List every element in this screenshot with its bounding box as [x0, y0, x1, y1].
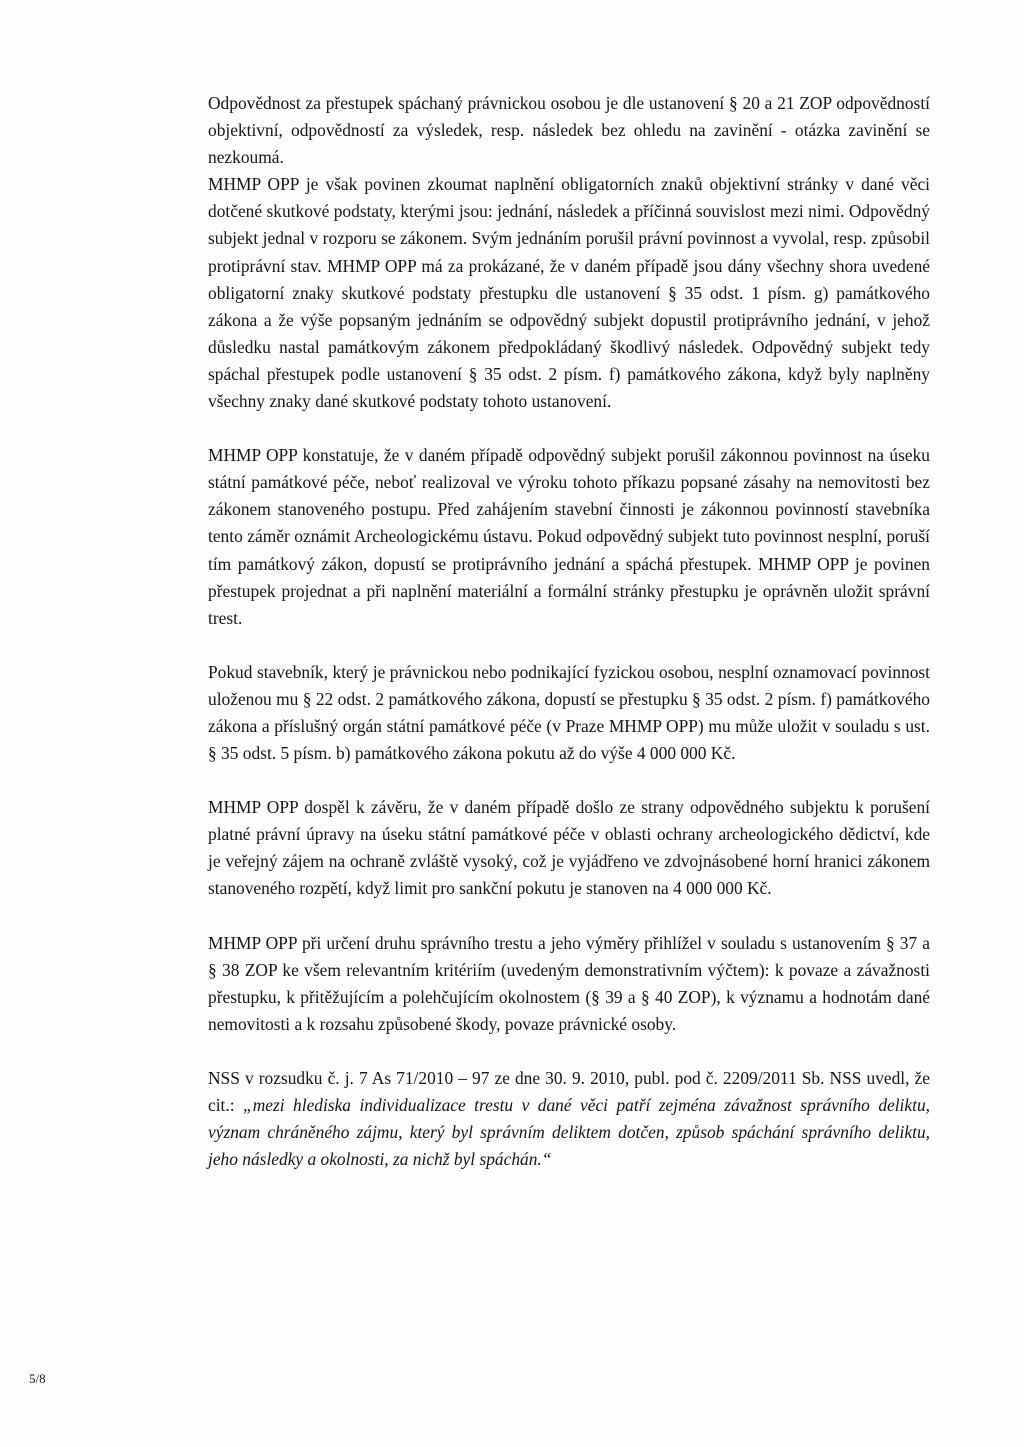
paragraph-court-citation — [208, 1065, 930, 1173]
paragraph-violation: MHMP OPP konstatuje, že v daném případě odpovědný subjekt porušil zákonnou povinnost na úseku státní památkové péče, neboť realizoval ve výroku tohoto příkazu popsané zásahy na nemovitosti bez zákonem stanoveného postupu. Před zahájením stavební činnosti je zákonnou povinností stavebníka tento záměr oznámit Archeologickému ústavu. Pokud odpovědný subjekt tuto povinnost nesplní, poruší tím památkový zákon, dopustí se protiprávního jednání a spáchá přestupek. MHMP OPP je povinen přestupek projednat a při naplnění materiální a formální stránky přestupku je oprávněn uložit správní trest. — [208, 445, 930, 628]
page-number: 5/8 — [29, 1371, 46, 1386]
paragraph-liability: Odpovědnost za přestupek spáchaný právnickou osobou je dle ustanovení § 20 a 21 ZOP odpovědností objektivní, odpovědností za výsledek, resp. následek bez ohledu na zavinění - otázka zavinění se nezkoumá. — [208, 93, 930, 168]
citation-lead: NSS v rozsudku č. j. 7 As 71/2010 – 97 ze dne 30. 9. 2010, publ. pod č. 2209/2011 Sb. NSS uvedl, že cit.: — [208, 1067, 930, 1115]
paragraph-conclusion: MHMP OPP dospěl k závěru, že v daném případě došlo ze strany odpovědného subjektu k porušení platné právní úpravy na úseku státní památkové péče v oblasti ochrany archeologického dědictví, kde je veřejný zájem na ochraně zvláště vysoký, což je vyjádřeno ve zdvojnásobené horní hranici zákonem stanoveného rozpětí, když limit pro sankční pokutu je stanoven na 4 000 000 Kč. — [208, 797, 930, 899]
paragraph-objective-elements: MHMP OPP je však povinen zkoumat naplnění obligatorních znaků objektivní stránky v dané věci dotčené skutkové podstaty, kterými jsou: jednání, následek a příčinná souvislost mezi nimi. Odpovědný subjekt jednal v rozporu se zákonem. Svým jednáním porušil právní povinnost a vyvolal, resp. způsobil protiprávní stav. MHMP OPP má za prokázané, že v daném případě jsou dány všechny shora uvedené obligatorní znaky skutkové podstaty přestupku dle ustanovení § 35 odst. 1 písm. g) památkového zákona a že výše popsaným jednáním se odpovědný subjekt dopustil protiprávního jednání, v jehož důsledku nastal památkovým zákonem předpokládaný škodlivý následek. Odpovědný subjekt tedy spáchal přestupek podle ustanovení § 35 odst. 2 písm. f) památkového zákona, když byly naplněny všechny znaky dané skutkové podstaty tohoto ustanovení. — [208, 174, 930, 412]
paragraph-builder-obligation: Pokud stavebník, který je právnickou nebo podnikající fyzickou osobou, nesplní oznamovací povinnost uloženou mu § 22 odst. 2 památkového zákona, dopustí se přestupku § 35 odst. 2 písm. f) památkového zákona a příslušný orgán státní památkové péče (v Praze MHMP OPP) mu může uložit v souladu s ust. § 35 odst. 5 písm. b) památkového zákona pokutu až do výše 4 000 000 Kč. — [208, 661, 930, 764]
document-body — [208, 90, 930, 1173]
paragraph-sanction-criteria: MHMP OPP při určení druhu správního trestu a jeho výměry přihlížel v souladu s ustanovením § 37 a § 38 ZOP ke všem relevantním kritériím (uvedeným demonstrativním výčtem): k povaze a závažnosti přestupku, k přitěžujícím a polehčujícím okolnostem (§ 39 a § 40 ZOP), k významu a hodnotám dané nemovitosti a k rozsahu způsobené škody, povaze právnické osoby. — [208, 932, 930, 1034]
citation-quote: „mezi hlediska individualizace trestu v dané věci patří zejména závažnost správního deliktu, význam chráněného zájmu, který byl správním deliktem dotčen, způsob spáchání správního deliktu, jeho následky a okolnosti, za nichž byl spáchán.“ — [208, 1095, 930, 1170]
